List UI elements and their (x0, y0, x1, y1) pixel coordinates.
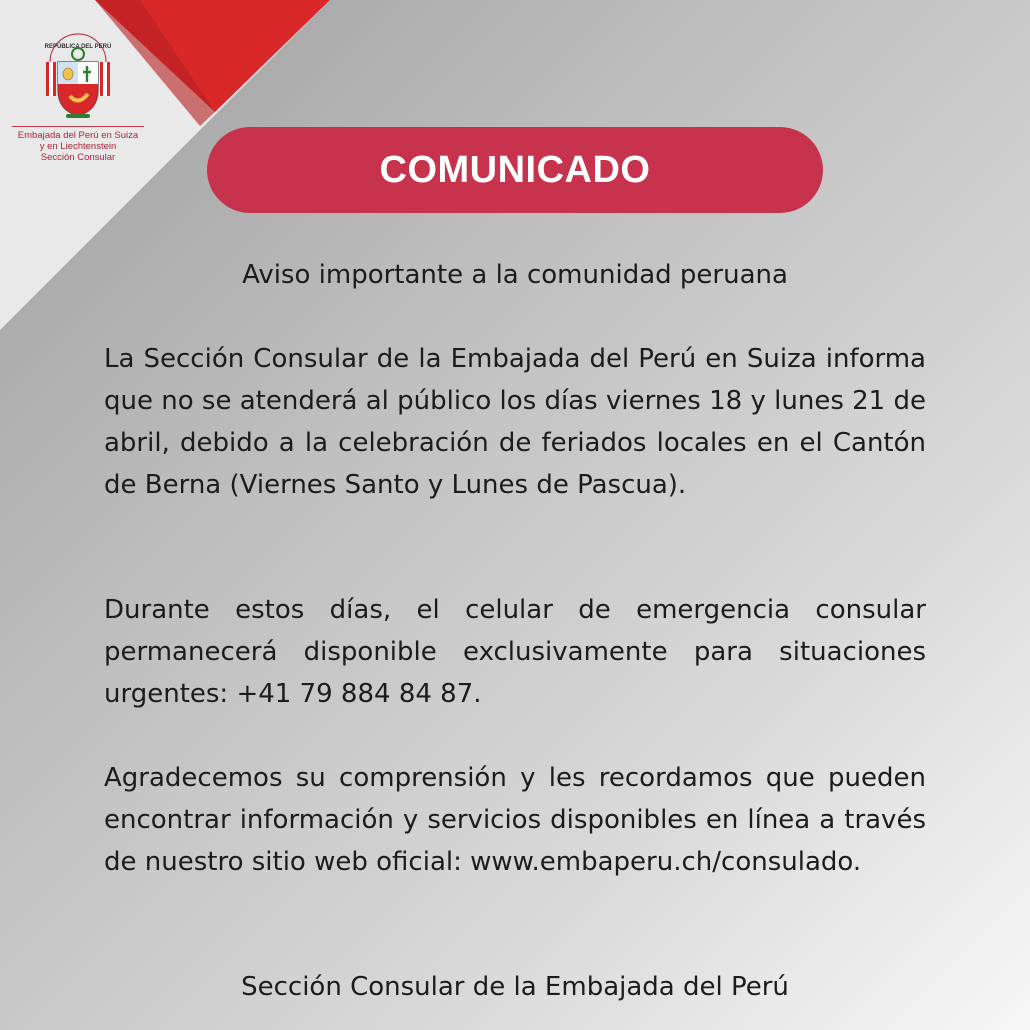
peru-coat-of-arms-icon (32, 32, 124, 124)
logo-line-embassy: Embajada del Perú en Suiza (17, 130, 139, 141)
svg-text:REPÚBLICA DEL PERÚ: REPÚBLICA DEL PERÚ (44, 44, 112, 50)
logo-divider (12, 126, 144, 127)
paragraph-website (104, 757, 926, 883)
paragraph-closure-notice (104, 338, 926, 506)
paragraph-text-3: Agradecemos su comprensión y les recordamos que pueden encontrar información y servicios disponibles en línea a través de nuestro sitio web oficial: www.embaperu.ch/consulado. (104, 763, 926, 877)
paragraph-text-2: Durante estos días, el celular de emergencia consular permanecerá disponible exclusivamente para situaciones urgentes: +41 79 884 84 87. (104, 595, 926, 709)
logo-line-country: y en Liechtenstein (39, 141, 117, 152)
page-title: COMUNICADO (379, 148, 651, 191)
signature: Sección Consular de la Embajada del Perú (241, 972, 789, 1002)
subtitle: Aviso importante a la comunidad peruana (242, 260, 788, 290)
title-banner (207, 127, 823, 213)
embassy-logo (8, 32, 148, 163)
logo-line-section: Sección Consular (40, 152, 116, 163)
paragraph-text-1: La Sección Consular de la Embajada del Perú en Suiza informa que no se atenderá al público los días viernes 18 y lunes 21 de abril, debido a la celebración de feriados locales en el Cantón de Berna (Viernes Santo y Lunes de Pascua). (104, 344, 926, 500)
paragraph-emergency-phone (104, 589, 926, 715)
